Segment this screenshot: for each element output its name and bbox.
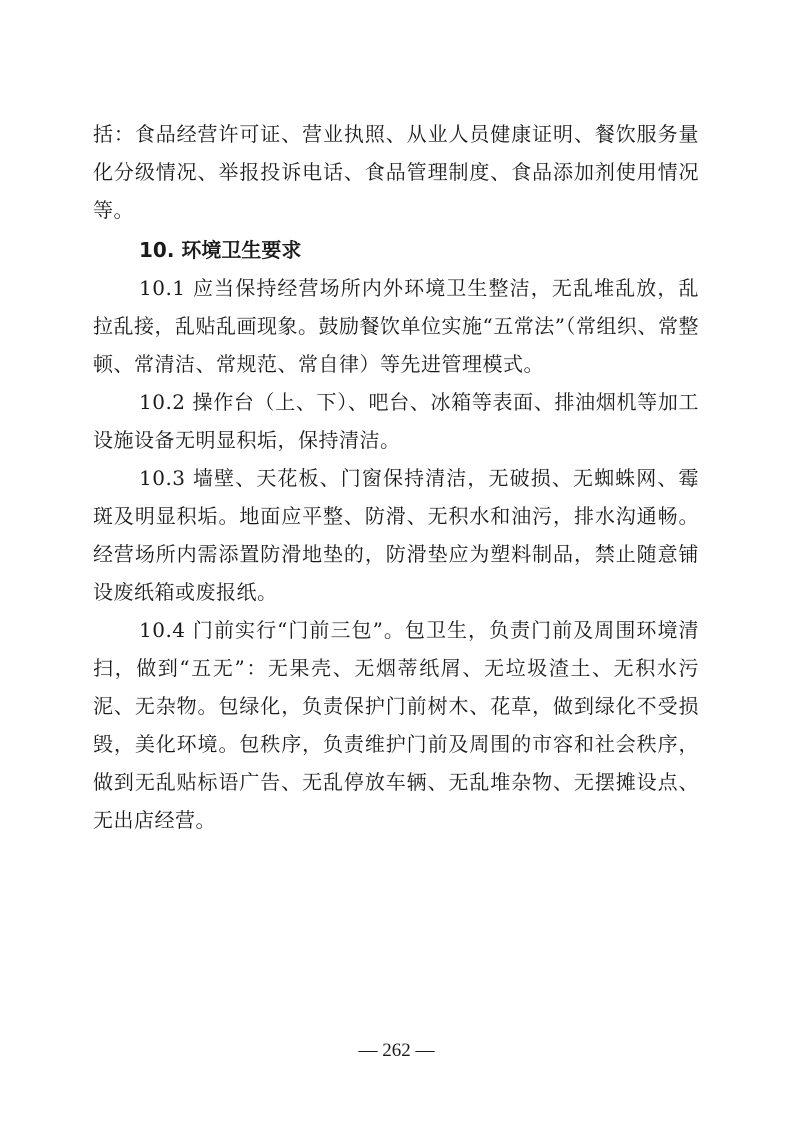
- paragraph-10-2: 10.2 操作台（上、下）、吧台、冰箱等表面、排油烟机等加工设施设备无明显积垢，保持清洁。: [93, 390, 699, 452]
- page-number: — 262 —: [358, 1040, 435, 1061]
- paragraph-10-3: 10.3 墙壁、天花板、门窗保持清洁，无破损、无蜘蛛网、霉斑及明显积垢。地面应平整、防滑、无积水和油污，排水沟通畅。经营场所内需添置防滑地垫的，防滑垫应为塑料制品，禁止随意铺设废纸箱或废报纸。: [93, 466, 699, 604]
- section-heading: 10. 环境卫生要求: [139, 238, 302, 262]
- paragraph-10-4: 10.4 门前实行“门前三包”。包卫生，负责门前及周围环境清扫，做到“五无”：无果壳、无烟蒂纸屑、无垃圾渣土、无积水污泥、无杂物。包绿化，负责保护门前树木、花草，做到绿化不受损毁，美化环境。包秩序，负责维护门前及周围的市容和社会秩序，做到无乱贴标语广告、无乱停放车辆、无乱堆杂物、无摆摊设点、无出店经营。: [93, 618, 699, 832]
- continued-paragraph: 括：食品经营许可证、营业执照、从业人员健康证明、餐饮服务量化分级情况、举报投诉电话、食品管理制度、食品添加剂使用情况等。: [93, 122, 699, 222]
- paragraph-10-1: 10.1 应当保持经营场所内外环境卫生整洁，无乱堆乱放，乱拉乱接，乱贴乱画现象。鼓励餐饮单位实施“五常法”（常组织、常整顿、常清洁、常规范、常自律）等先进管理模式。: [93, 276, 699, 376]
- document-page: [93, 115, 699, 839]
